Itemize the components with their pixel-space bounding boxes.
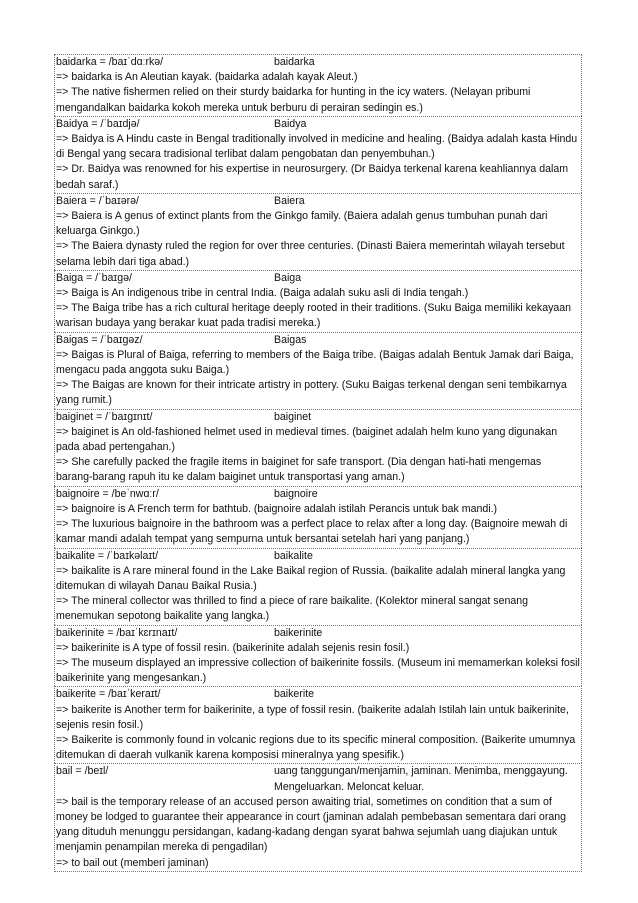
entry-term: Baigas = /ˈbaɪɡəz/ [56, 333, 143, 346]
entry-heading [56, 687, 580, 702]
entry-translation: Baiga [274, 271, 302, 284]
entry-translation: baikalite [274, 549, 313, 562]
entry-term: Baiga = /ˈbaɪɡə/ [56, 271, 132, 284]
glossary-entry [54, 486, 582, 548]
entry-example-line: => The Baigas are known for their intricate artistry in pottery. (Suku Baigas terkenal dengan seni tembikarnya yang rumit.) [56, 379, 567, 407]
entry-translation: Baiera [274, 194, 305, 207]
entry-example-line: => Dr. Baidya was renowned for his expertise in neurosurgery. (Dr Baidya terkenal karena keahliannya dalam bedah saraf.) [56, 163, 569, 191]
entry-example-line: => Baikerite is commonly found in volcanic regions due to its specific mineral composition. (Baikerite umumnya ditemukan di daerah vulkanik karena komposisi mineralnya yang spesifik.) [56, 733, 576, 762]
glossary-page [54, 54, 582, 872]
entry-example-line: => The Baiera dynasty ruled the region for over three centuries. (Dinasti Baiera memerintah wilayah tersebut selama lebih dari tiga abad.) [56, 240, 565, 268]
entry-example-line: => The museum displayed an impressive collection of baikerinite fossils. (Museum ini memamerkan koleksi fosil baikerinite yang mengesankan.) [56, 656, 580, 685]
entry-term: baikerite = /baɪˈkeraɪt/ [56, 688, 161, 701]
entry-heading [56, 55, 580, 70]
entry-heading [56, 487, 580, 502]
entry-heading [56, 194, 580, 209]
entry-term: baidarka = /baɪˈdɑːrkə/ [56, 56, 164, 68]
glossary-entry [54, 54, 582, 116]
entry-example-line: => baignoire is A French term for bathtub. (baignoire adalah istilah Perancis untuk bak mandi.) [56, 502, 498, 515]
entry-example-line: => The native fishermen relied on their sturdy baidarka for hunting in the icy waters. (Nelayan pribumi mengandalkan baidarka kokoh mereka untuk berburu di perairan sedingin es.) [56, 86, 531, 114]
glossary-entry [54, 270, 582, 332]
entry-term: Baiera = /ˈbaɪərə/ [56, 194, 139, 207]
entry-term: baikerinite = /baɪˈkɛrɪnaɪt/ [56, 626, 178, 639]
entry-heading [56, 764, 580, 794]
entry-heading [56, 117, 580, 132]
glossary-entry [54, 193, 582, 270]
entry-example-line: => The Baiga tribe has a rich cultural heritage deeply rooted in their traditions. (Suku Baiga memiliki kekayaan warisan budaya yang berakar kuat pada tradisi mereka.) [56, 302, 572, 330]
glossary-entry [54, 763, 582, 871]
glossary-entry [54, 116, 582, 193]
entry-example-line: => Baiga is An indigenous tribe in central India. (Baiga adalah suku asli di India tengah.) [56, 287, 469, 300]
entry-heading [56, 333, 580, 348]
entry-term: bail = /beɪl/ [56, 765, 109, 778]
entry-heading [56, 271, 580, 286]
entry-example-line: => to bail out (memberi jaminan) [56, 856, 209, 869]
entry-translation: Baigas [274, 333, 307, 346]
entry-example-line: => The luxurious baignoire in the bathroom was a perfect place to relax after a long day. (Baignoire mewah di kamar mandi adalah tempat yang sempurna untuk bersantai setelah hari yang panjang.) [56, 518, 568, 546]
entry-term: baiginet = /ˈbaɪɡɪnɪt/ [56, 410, 153, 423]
entry-example-line: => baikalite is A rare mineral found in the Lake Baikal region of Russia. (baikalite adalah mineral langka yang ditemukan di wilayah Danau Baikal Rusia.) [56, 564, 566, 592]
glossary-entry [54, 625, 582, 687]
entry-translation: baikerinite [274, 626, 323, 639]
entry-translation: baikerite [274, 688, 315, 701]
entry-example-line: => baidarka is An Aleutian kayak. (baidarka adalah kayak Aleut.) [56, 71, 358, 84]
entry-translation: baignoire [274, 487, 318, 500]
entry-term: baikalite = /ˈbaɪkəlaɪt/ [56, 549, 159, 562]
glossary-entry [54, 686, 582, 763]
glossary-entry [54, 409, 582, 486]
entry-translation: Baidya [274, 117, 307, 130]
entry-example-line: => baiginet is An old-fashioned helmet used in medieval times. (baiginet adalah helm kuno yang digunakan pada abad pertengahan.) [56, 425, 558, 454]
entry-heading [56, 410, 580, 425]
entry-example-line: => baikerite is Another term for baikerinite, a type of fossil resin. (baikerite adalah Istilah lain untuk baikerinite, sejenis resin fosil.) [56, 703, 569, 731]
entry-heading [56, 549, 580, 564]
entry-example-line: => Baiera is A genus of extinct plants from the Ginkgo family. (Baiera adalah genus tumbuhan punah dari keluarga Ginkgo.) [56, 210, 548, 238]
entry-translation: baiginet [274, 410, 312, 423]
entry-example-line: => baikerinite is A type of fossil resin. (baikerinite adalah sejenis resin fosil.) [56, 641, 410, 654]
entry-example-line: => bail is the temporary release of an accused person awaiting trial, sometimes on condition that a sum of money be lodged to guarantee their appearance in court (jaminan adalah pembebasan sementara dari orang yang dituduh menunggu persidangan, kadang-kadang dengan syarat bahwa sejumlah uang diajukan untuk menjamin penampilan mereka di pengadilan) [56, 795, 567, 854]
glossary-entry [54, 332, 582, 409]
entry-example-line: => Baidya is A Hindu caste in Bengal traditionally involved in medicine and healing. (Baidya adalah kasta Hindu di Bengal yang secara tradisional terlibat dalam pengobatan dan penyembuhan.) [56, 133, 578, 161]
entry-example-line: => She carefully packed the fragile items in baiginet for safe transport. (Dia dengan hati-hati mengemas barang-barang rapuh itu ke dalam baiginet untuk transportasi yang aman.) [56, 456, 542, 484]
entry-example-line: => The mineral collector was thrilled to find a piece of rare baikalite. (Kolektor mineral sangat senang menemukan sepotong baikalite yang langka.) [56, 595, 529, 623]
entry-translation: uang tanggungan/menjamin, jaminan. Menimba, menggayung. Mengeluarkan. Meloncat keluar. [274, 765, 568, 793]
entry-example-line: => Baigas is Plural of Baiga, referring to members of the Baiga tribe. (Baigas adalah Bentuk Jamak dari Baiga, mengacu pada anggota suku Baiga.) [56, 348, 574, 377]
entry-translation: baidarka [274, 56, 315, 68]
entry-term: Baidya = /ˈbaɪdjə/ [56, 117, 140, 130]
entry-term: baignoire = /beˈnwɑːr/ [56, 487, 159, 500]
entry-heading [56, 626, 580, 641]
glossary-entry [54, 548, 582, 625]
